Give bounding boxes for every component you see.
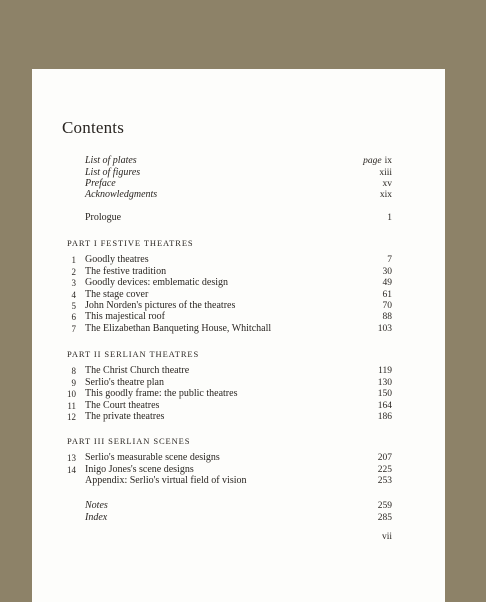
chapter-page: 61 <box>382 290 392 300</box>
page-title: Contents <box>62 118 125 137</box>
toc-chapter <box>32 452 445 464</box>
chapter-page: 49 <box>382 278 392 288</box>
toc-entry-title: Prologue <box>85 212 122 223</box>
toc-chapter <box>32 277 445 289</box>
toc-entry-page: xix <box>379 190 392 200</box>
chapter-number: 3 <box>71 278 76 288</box>
chapter-title: The festive tradition <box>85 266 167 277</box>
toc-entry-page: 1 <box>387 213 392 223</box>
chapter-title: John Norden's pictures of the theatres <box>85 300 236 311</box>
toc-chapter <box>32 365 445 377</box>
chapter-title: The stage cover <box>85 289 149 300</box>
chapter-number: 2 <box>71 267 76 277</box>
book-page <box>32 69 445 602</box>
chapter-page: 70 <box>382 301 392 311</box>
chapter-page: 186 <box>377 412 392 422</box>
chapter-page: 207 <box>377 453 392 463</box>
toc-chapter <box>32 254 445 266</box>
chapter-page: 253 <box>377 476 392 486</box>
chapter-title: This goodly frame: the public theatres <box>85 388 238 399</box>
part-heading-1: PART I FESTIVE THEATRES <box>67 238 194 248</box>
toc-entry-prologue <box>32 212 445 224</box>
toc-entry-list-of-plates <box>32 155 445 167</box>
chapter-page: 225 <box>377 465 392 475</box>
toc-entry-title: Index <box>85 512 108 523</box>
toc-entry-title: List of figures <box>85 167 141 178</box>
chapter-number: 1 <box>71 255 76 265</box>
chapter-title: The Christ Church theatre <box>85 365 190 376</box>
chapter-number: 10 <box>67 389 76 399</box>
part-heading-3: PART III SERLIAN SCENES <box>67 436 191 446</box>
chapter-number: 12 <box>67 412 76 422</box>
chapter-title: Goodly devices: emblematic design <box>85 277 229 288</box>
chapter-number: 7 <box>71 324 76 334</box>
chapter-number: 4 <box>71 290 76 300</box>
toc-chapter <box>32 311 445 323</box>
chapter-page: 30 <box>382 267 392 277</box>
part-heading-2: PART II SERLIAN THEATRES <box>67 349 200 359</box>
chapter-title: Goodly theatres <box>85 254 149 265</box>
chapter-title: Inigo Jones's scene designs <box>85 464 194 475</box>
toc-entry-acknowledgments <box>32 189 445 201</box>
toc-entry-title: Preface <box>85 178 116 189</box>
page-prefix: page <box>363 156 382 166</box>
toc-entry-title: List of plates <box>85 155 137 166</box>
toc-entry-page: xv <box>382 179 392 189</box>
toc-appendix <box>32 475 445 487</box>
chapter-title: The Elizabethan Banqueting House, Whitchall <box>85 323 272 334</box>
chapter-number: 13 <box>67 453 76 463</box>
chapter-page: 88 <box>382 312 392 322</box>
chapter-number: 14 <box>67 465 76 475</box>
chapter-number: 9 <box>71 378 76 388</box>
folio-row <box>32 531 445 543</box>
toc-chapter <box>32 323 445 335</box>
chapter-title: Appendix: Serlio's virtual field of vision <box>85 475 247 486</box>
chapter-page: 164 <box>377 401 392 411</box>
chapter-title: The Court theatres <box>85 400 160 411</box>
page-number: ix <box>384 156 392 166</box>
toc-entry-page: 285 <box>377 513 392 523</box>
chapter-title: Serlio's theatre plan <box>85 377 164 388</box>
chapter-number: 5 <box>71 301 76 311</box>
page-folio: vii <box>381 532 392 542</box>
toc-entry-page: 259 <box>377 501 392 511</box>
chapter-page: 150 <box>377 389 392 399</box>
toc-entry-title: Notes <box>85 500 108 511</box>
chapter-page: 7 <box>387 255 392 265</box>
toc-chapter <box>32 411 445 423</box>
chapter-page: 103 <box>377 324 392 334</box>
chapter-page: 119 <box>378 366 392 376</box>
toc-chapter <box>32 388 445 400</box>
chapter-number: 6 <box>71 312 76 322</box>
chapter-title: The private theatres <box>85 411 165 422</box>
chapter-page: 130 <box>377 378 392 388</box>
toc-entry-title: Acknowledgments <box>85 189 158 200</box>
toc-entry-notes <box>32 500 445 512</box>
chapter-number: 8 <box>71 366 76 376</box>
toc-entry-index <box>32 512 445 524</box>
toc-entry-page: xiii <box>379 168 392 178</box>
toc-entry-page <box>363 155 392 167</box>
chapter-title: Serlio's measurable scene designs <box>85 452 220 463</box>
chapter-number: 11 <box>67 401 76 411</box>
chapter-title: This majestical roof <box>85 311 165 322</box>
